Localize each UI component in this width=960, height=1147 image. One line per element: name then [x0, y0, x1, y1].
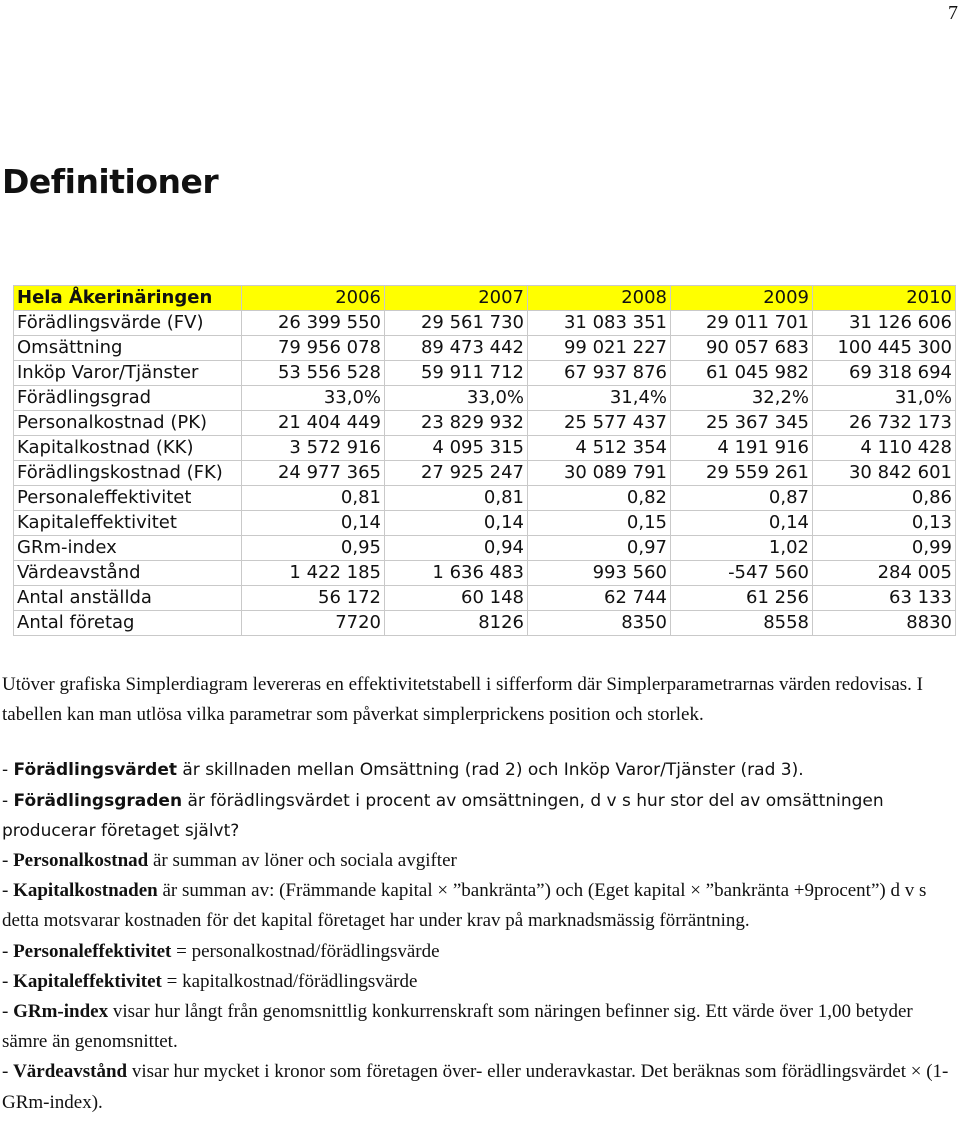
definition-dash: - — [2, 850, 14, 872]
definition-term: GRm-index — [13, 1001, 109, 1023]
table-cell: 25 577 437 — [528, 411, 671, 436]
table-cell: 0,15 — [528, 511, 671, 536]
table-row — [14, 511, 956, 536]
year-header: 2008 — [528, 286, 671, 311]
row-label: Kapitalkostnad (KK) — [14, 436, 242, 461]
row-label: Förädlingsgrad — [14, 386, 242, 411]
table-cell: 31,4% — [528, 386, 671, 411]
table-cell: 284 005 — [813, 561, 956, 586]
definition-term: Kapitaleffektivitet — [13, 970, 162, 992]
definition-item — [2, 937, 952, 967]
table-cell: 31,0% — [813, 386, 956, 411]
table-row — [14, 461, 956, 486]
definition-text: är förädlingsvärdet i procent av omsättningen, d v s hur stor del av omsättningen producerar företaget självt? — [2, 790, 884, 841]
table-cell: 32,2% — [671, 386, 813, 411]
table-cell: 0,14 — [385, 511, 528, 536]
table-row — [14, 536, 956, 561]
table-row — [14, 311, 956, 336]
table-row — [14, 361, 956, 386]
definition-term: Personaleffektivitet — [13, 940, 172, 962]
table-cell: 0,99 — [813, 536, 956, 561]
table-cell: 90 057 683 — [671, 336, 813, 361]
definition-item — [2, 876, 952, 936]
table-cell: 0,81 — [385, 486, 528, 511]
table-cell: 61 256 — [671, 586, 813, 611]
table-cell: 993 560 — [528, 561, 671, 586]
table-cell: 23 829 932 — [385, 411, 528, 436]
row-label: Inköp Varor/Tjänster — [14, 361, 242, 386]
table-cell: 31 126 606 — [813, 311, 956, 336]
table-cell: 30 842 601 — [813, 461, 956, 486]
table-body — [14, 311, 956, 636]
table-cell: 29 561 730 — [385, 311, 528, 336]
definition-item — [2, 997, 952, 1057]
table-cell: 29 559 261 — [671, 461, 813, 486]
definition-term: Förädlingsgraden — [13, 790, 183, 811]
table-row — [14, 486, 956, 511]
table-cell: 63 133 — [813, 586, 956, 611]
table-cell: 24 977 365 — [242, 461, 385, 486]
body-text — [2, 670, 952, 1118]
table-cell: 0,13 — [813, 511, 956, 536]
row-label: Förädlingsvärde (FV) — [14, 311, 242, 336]
year-header: 2010 — [813, 286, 956, 311]
definition-term: Personalkostnad — [13, 850, 149, 872]
definition-dash: - — [2, 1061, 14, 1083]
table-row — [14, 586, 956, 611]
definition-item — [2, 755, 952, 785]
row-label: Värdeavstånd — [14, 561, 242, 586]
table-cell: -547 560 — [671, 561, 813, 586]
definition-term: Kapitalkostnaden — [13, 880, 158, 902]
table-cell: 0,97 — [528, 536, 671, 561]
row-label: Personaleffektivitet — [14, 486, 242, 511]
row-label: Antal företag — [14, 611, 242, 636]
table-cell: 25 367 345 — [671, 411, 813, 436]
table-cell: 89 473 442 — [385, 336, 528, 361]
table-cell: 29 011 701 — [671, 311, 813, 336]
table-row — [14, 436, 956, 461]
definition-text: är skillnaden mellan Omsättning (rad 2) och Inköp Varor/Tjänster (rad 3). — [176, 760, 804, 781]
definition-text: är summan av: (Främmande kapital × ”bankränta”) och (Eget kapital × ”bankränta +9procent”) d v s detta motsvarar kostnaden för det kapital företaget har under krav på marknadsmässig förräntning. — [2, 880, 927, 932]
definition-text: = kapitalkostnad/förädlingsvärde — [161, 970, 418, 992]
row-label: Personalkostnad (PK) — [14, 411, 242, 436]
page-title: Definitioner — [2, 162, 219, 201]
table-cell: 33,0% — [242, 386, 385, 411]
table-cell: 7720 — [242, 611, 385, 636]
definition-dash: - — [2, 970, 14, 992]
table-cell: 31 083 351 — [528, 311, 671, 336]
definition-item — [2, 967, 952, 997]
intro-paragraph: Utöver grafiska Simplerdiagram levereras en effektivitetstabell i sifferform där Simplerparametrarnas värden redovisas. I tabellen kan man utlösa vilka parametrar som påverkat simplerprickens position och storlek. — [2, 674, 923, 726]
efficiency-table — [13, 285, 956, 636]
table-cell: 0,81 — [242, 486, 385, 511]
definition-item — [2, 1057, 952, 1117]
table-cell: 69 318 694 — [813, 361, 956, 386]
table-cell: 27 925 247 — [385, 461, 528, 486]
definitions-list — [2, 755, 952, 1117]
table-cell: 8830 — [813, 611, 956, 636]
year-header: 2006 — [242, 286, 385, 311]
table-cell: 30 089 791 — [528, 461, 671, 486]
table-row — [14, 386, 956, 411]
definition-text: är summan av löner och sociala avgifter — [148, 850, 457, 872]
row-label: GRm-index — [14, 536, 242, 561]
table-row — [14, 336, 956, 361]
row-label: Förädlingskostnad (FK) — [14, 461, 242, 486]
row-label: Omsättning — [14, 336, 242, 361]
table-cell: 56 172 — [242, 586, 385, 611]
table-cell: 0,14 — [671, 511, 813, 536]
definition-text: = personalkostnad/förädlingsvärde — [171, 940, 440, 962]
table-cell: 0,94 — [385, 536, 528, 561]
definition-dash: - — [2, 940, 14, 962]
row-label: Kapitaleffektivitet — [14, 511, 242, 536]
table-cell: 33,0% — [385, 386, 528, 411]
table-cell: 26 732 173 — [813, 411, 956, 436]
table-cell: 1 422 185 — [242, 561, 385, 586]
definition-term: Värdeavstånd — [13, 1061, 128, 1083]
table-cell: 0,82 — [528, 486, 671, 511]
table-row — [14, 411, 956, 436]
definition-dash: - — [2, 1001, 14, 1023]
table-cell: 4 512 354 — [528, 436, 671, 461]
table-cell: 59 911 712 — [385, 361, 528, 386]
table-cell: 3 572 916 — [242, 436, 385, 461]
table-cell: 60 148 — [385, 586, 528, 611]
table-row — [14, 611, 956, 636]
table-cell: 26 399 550 — [242, 311, 385, 336]
table-cell: 62 744 — [528, 586, 671, 611]
table-cell: 8350 — [528, 611, 671, 636]
definition-item — [2, 846, 952, 876]
row-label: Antal anställda — [14, 586, 242, 611]
definition-text: visar hur långt från genomsnittlig konkurrenskraft som näringen befinner sig. Ett värde över 1,00 betyder sämre än genomsnittet. — [2, 1001, 913, 1053]
definition-dash: - — [2, 760, 14, 781]
table-cell: 0,14 — [242, 511, 385, 536]
table-cell: 4 191 916 — [671, 436, 813, 461]
table-cell: 61 045 982 — [671, 361, 813, 386]
table-cell: 8558 — [671, 611, 813, 636]
table-cell: 1,02 — [671, 536, 813, 561]
efficiency-table-container — [13, 285, 955, 636]
year-header: 2007 — [385, 286, 528, 311]
definition-dash: - — [2, 790, 14, 811]
table-cell: 53 556 528 — [242, 361, 385, 386]
table-cell: 0,86 — [813, 486, 956, 511]
table-cell: 67 937 876 — [528, 361, 671, 386]
table-cell: 8126 — [385, 611, 528, 636]
table-cell: 0,87 — [671, 486, 813, 511]
table-cell: 100 445 300 — [813, 336, 956, 361]
table-cell: 4 095 315 — [385, 436, 528, 461]
table-cell: 79 956 078 — [242, 336, 385, 361]
table-cell: 99 021 227 — [528, 336, 671, 361]
table-cell: 4 110 428 — [813, 436, 956, 461]
year-header: 2009 — [671, 286, 813, 311]
table-row — [14, 561, 956, 586]
definition-term: Förädlingsvärdet — [13, 760, 177, 781]
definition-item — [2, 786, 952, 846]
page-number: 7 — [948, 2, 958, 24]
definition-text: visar hur mycket i kronor som företagen över- eller underavkastar. Det beräknas som förädlingsvärdet × (1-GRm-index). — [2, 1061, 949, 1113]
definition-dash: - — [2, 880, 14, 902]
table-title-cell: Hela Åkerinäringen — [14, 286, 242, 311]
table-header-row — [14, 286, 956, 311]
table-cell: 21 404 449 — [242, 411, 385, 436]
table-cell: 1 636 483 — [385, 561, 528, 586]
table-cell: 0,95 — [242, 536, 385, 561]
